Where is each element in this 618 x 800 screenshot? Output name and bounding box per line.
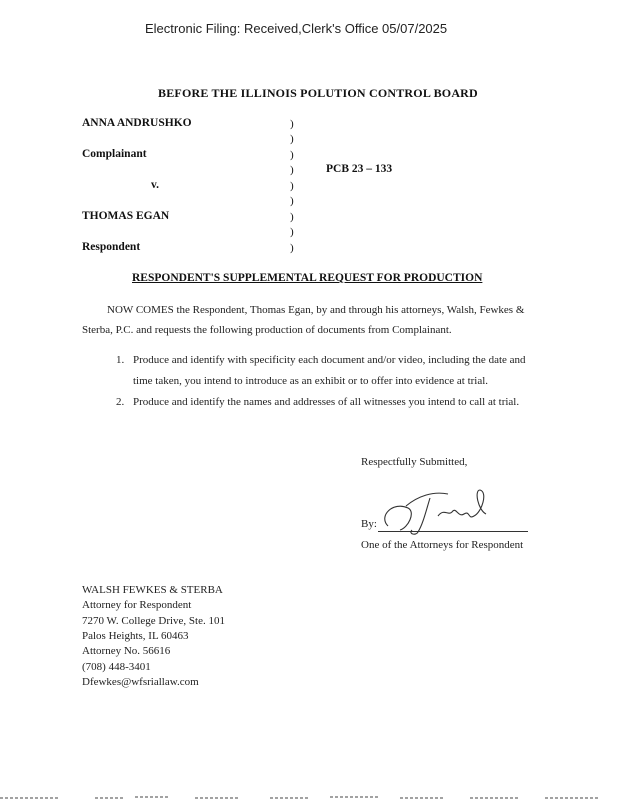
firm-address-city: Palos Heights, IL 60463 xyxy=(82,630,189,642)
caption-paren: ) xyxy=(290,180,294,192)
document-title: RESPONDENT'S SUPPLEMENTAL REQUEST FOR PRODUCTION xyxy=(132,272,483,284)
firm-name: WALSH FEWKES & STERBA xyxy=(82,584,223,596)
closing-text: Respectfully Submitted, xyxy=(361,456,468,468)
caption-paren: ) xyxy=(290,226,294,238)
caption-paren: ) xyxy=(290,164,294,176)
respondent-name: THOMAS EGAN xyxy=(82,210,170,222)
list-item: Produce and identify the names and addresses of all witnesses you intend to call at trial. xyxy=(133,396,520,408)
firm-attorney-number: Attorney No. 56616 xyxy=(82,645,171,657)
caption-paren: ) xyxy=(290,149,294,161)
caption-paren: ) xyxy=(290,118,294,130)
caption-paren: ) xyxy=(290,195,294,207)
firm-address-street: 7270 W. College Drive, Ste. 101 xyxy=(82,615,225,627)
filing-stamp: Electronic Filing: Received,Clerk's Office 05/07/2025 xyxy=(145,21,448,36)
by-label: By: xyxy=(361,518,377,530)
caption-paren: ) xyxy=(290,242,294,254)
versus-label: v. xyxy=(151,179,159,191)
respondent-label: Respondent xyxy=(82,241,141,253)
firm-email: Dfewkes@wfsriallaw.com xyxy=(82,676,199,688)
case-number: PCB 23 – 133 xyxy=(326,163,393,175)
intro-paragraph: NOW COMES the Respondent, Thomas Egan, by and through his attorneys, Walsh, Fewkes & Sterba, P.C. and requests the following production of documents from Complainant. xyxy=(82,304,525,336)
caption-paren: ) xyxy=(290,133,294,145)
handwritten-signature xyxy=(378,486,498,536)
court-heading: BEFORE THE ILLINOIS POLUTION CONTROL BOARD xyxy=(158,86,478,100)
list-item-number: 1. xyxy=(116,354,125,366)
complainant-name: ANNA ANDRUSHKO xyxy=(82,117,192,129)
signature-role: One of the Attorneys for Respondent xyxy=(361,539,524,551)
signature-line xyxy=(378,531,528,532)
list-item: Produce and identify with specificity each document and/or video, including the date and time taken, you intend to introduce as an exhibit or to offer into evidence at trial. xyxy=(133,354,526,387)
complainant-label: Complainant xyxy=(82,148,147,160)
firm-role: Attorney for Respondent xyxy=(82,599,192,611)
firm-phone: (708) 448-3401 xyxy=(82,661,151,673)
list-item-number: 2. xyxy=(116,396,125,408)
scan-edge-artifact xyxy=(0,792,618,800)
caption-paren: ) xyxy=(290,211,294,223)
